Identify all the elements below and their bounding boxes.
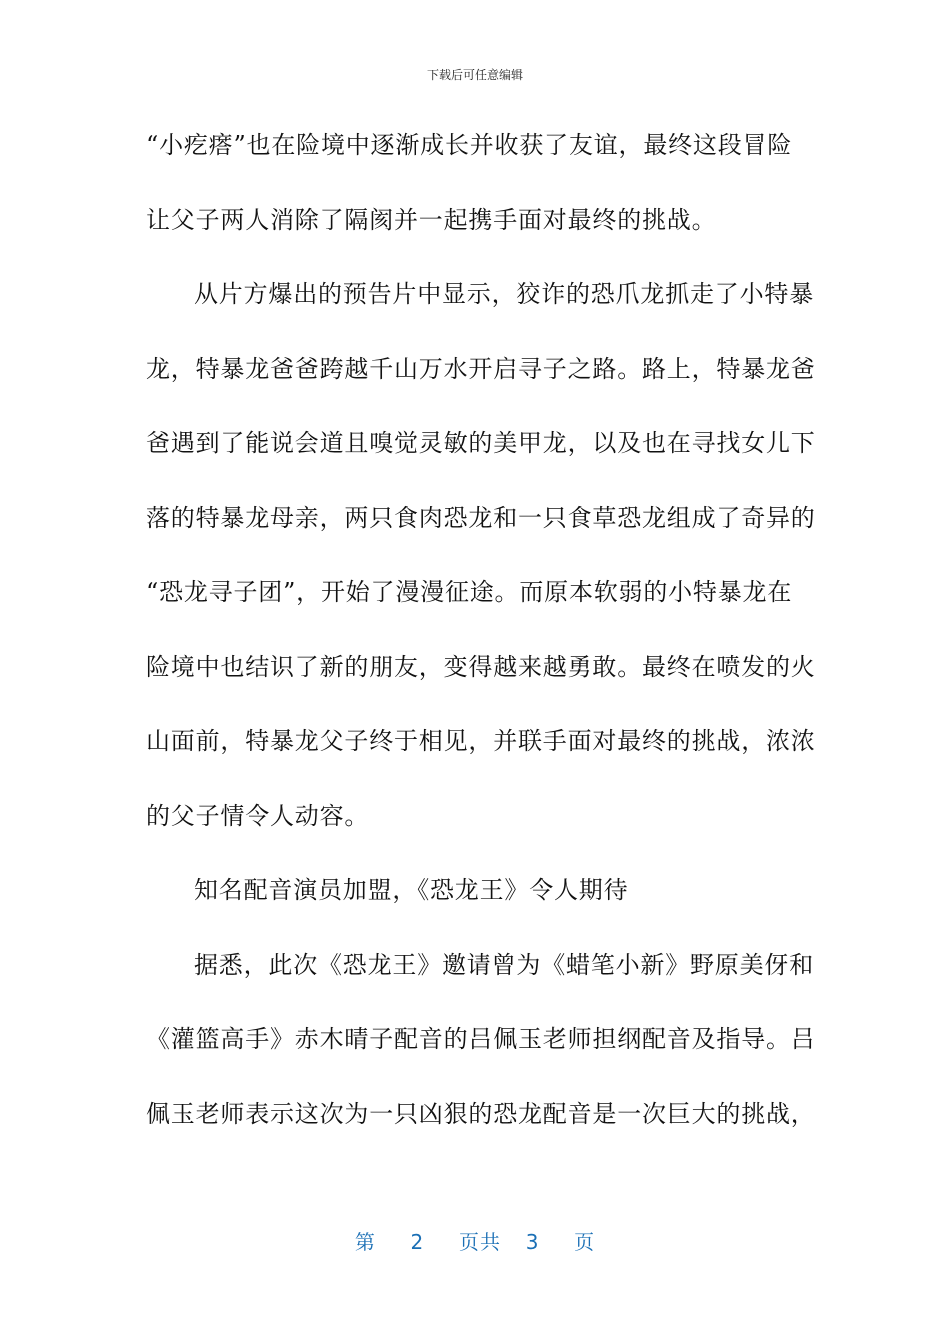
- text-line: “小疙瘩”也在险境中逐渐成长并收获了友谊，最终这段冒险: [146, 131, 793, 159]
- total-page-number: 3: [525, 1230, 540, 1254]
- text-line: 《灌篮高手》赤木晴子配音的吕佩玉老师担纲配音及指导。吕: [146, 1025, 816, 1053]
- text-line: 让父子两人消除了隔阂并一起携手面对最终的挑战。: [146, 205, 717, 234]
- paragraph-start: 从片方爆出的预告片中显示，狡诈的恐爪龙抓走了小特暴: [194, 280, 814, 308]
- text-line: 落的特暴龙母亲，两只食肉恐龙和一只食草恐龙组成了奇异的: [146, 503, 816, 532]
- section-heading: 知名配音演员加盟，《恐龙王》令人期待: [194, 876, 629, 904]
- footer-suffix: 页: [574, 1230, 596, 1254]
- text-line: 山面前，特暴龙父子终于相见，并联手面对最终的挑战，浓浓: [146, 727, 816, 755]
- text-line: 爸遇到了能说会道且嗅觉灵敏的美甲龙，以及也在寻找女儿下: [146, 429, 816, 457]
- text-line: “恐龙寻子团”，开始了漫漫征途。而原本软弱的小特暴龙在: [146, 578, 793, 606]
- current-page-number: 2: [410, 1230, 425, 1254]
- paragraph-start: 据悉，此次《恐龙王》邀请曾为《蜡笔小新》野原美伢和: [194, 950, 814, 979]
- text-line: 的父子情令人动容。: [146, 801, 370, 830]
- page-header: 下载后可任意编辑: [426, 68, 523, 82]
- page-footer: [0, 1226, 950, 1255]
- text-line: 佩玉老师表示这次为一只凶狠的恐龙配音是一次巨大的挑战，: [146, 1099, 816, 1128]
- footer-prefix: 第: [354, 1230, 376, 1254]
- footer-mid: 页共: [459, 1230, 501, 1254]
- text-line: 龙，特暴龙爸爸跨越千山万水开启寻子之路。路上，特暴龙爸: [146, 354, 816, 383]
- text-line: 险境中也结识了新的朋友，变得越来越勇敢。最终在喷发的火: [146, 652, 816, 681]
- document-body: [146, 121, 816, 1164]
